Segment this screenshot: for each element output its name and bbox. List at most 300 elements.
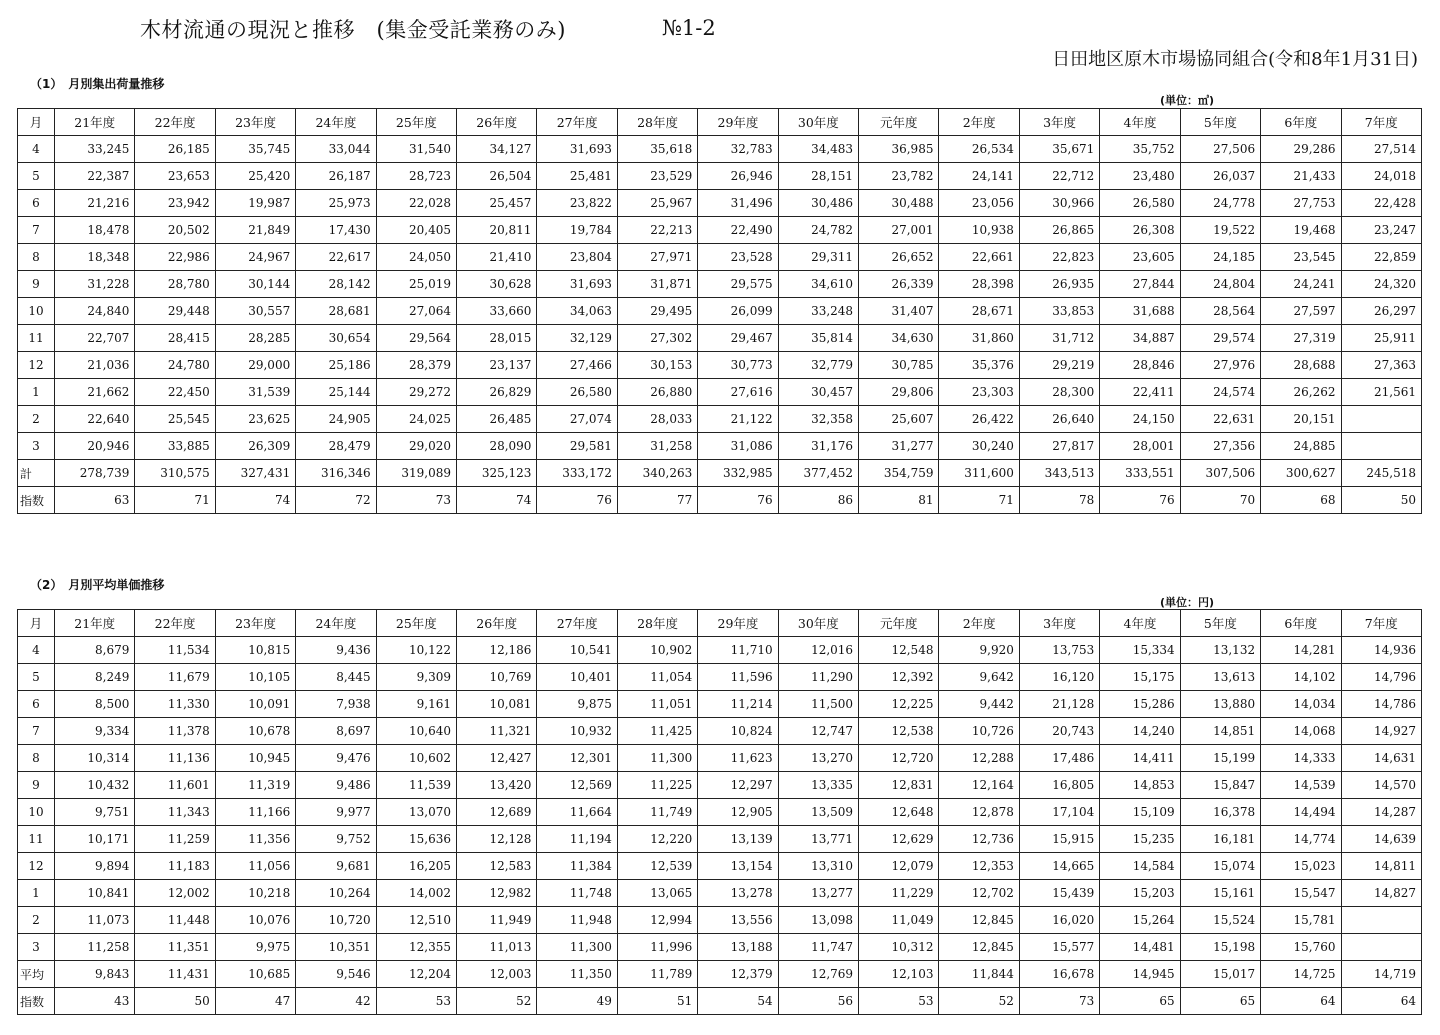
table-cell: 11,384 xyxy=(537,853,617,880)
table-cell: 29,219 xyxy=(1019,352,1099,379)
row-label: 平均 xyxy=(18,961,55,988)
table-cell: 30,144 xyxy=(215,271,295,298)
table-cell: 29,581 xyxy=(537,433,617,460)
table-cell: 22,490 xyxy=(698,217,778,244)
year-header: 22年度 xyxy=(135,610,215,637)
table-cell: 16,205 xyxy=(376,853,456,880)
table-cell: 24,320 xyxy=(1341,271,1422,298)
row-label: 4 xyxy=(18,637,55,664)
table-cell: 12,720 xyxy=(859,745,939,772)
table-cell: 30,966 xyxy=(1019,190,1099,217)
table-cell: 13,132 xyxy=(1180,637,1260,664)
table-cell: 12,845 xyxy=(939,907,1019,934)
table-cell: 25,481 xyxy=(537,163,617,190)
table-cell: 12,353 xyxy=(939,853,1019,880)
table-cell: 12,538 xyxy=(859,718,939,745)
table-cell: 30,486 xyxy=(778,190,858,217)
table-row xyxy=(18,745,1422,772)
table-cell: 11,448 xyxy=(135,907,215,934)
table-cell: 15,334 xyxy=(1100,637,1180,664)
table-cell: 13,880 xyxy=(1180,691,1260,718)
table-cell: 307,506 xyxy=(1180,460,1260,487)
table-cell: 71 xyxy=(939,487,1019,514)
table-cell: 31,693 xyxy=(537,136,617,163)
row-label: 8 xyxy=(18,244,55,271)
table-cell: 12,629 xyxy=(859,826,939,853)
table-cell: 29,467 xyxy=(698,325,778,352)
table-cell: 26,308 xyxy=(1100,217,1180,244)
row-label: 10 xyxy=(18,799,55,826)
row-label: 1 xyxy=(18,880,55,907)
table-cell: 26,946 xyxy=(698,163,778,190)
table-cell: 12,583 xyxy=(457,853,537,880)
table-row xyxy=(18,433,1422,460)
table-cell xyxy=(1341,433,1422,460)
table-cell: 15,286 xyxy=(1100,691,1180,718)
row-label: 3 xyxy=(18,433,55,460)
table-cell: 15,760 xyxy=(1261,934,1341,961)
table-cell: 23,782 xyxy=(859,163,939,190)
table-cell: 13,070 xyxy=(376,799,456,826)
table-cell: 10,769 xyxy=(457,664,537,691)
table-cell: 12,539 xyxy=(617,853,697,880)
year-header: 3年度 xyxy=(1019,109,1099,136)
table-cell: 27,001 xyxy=(859,217,939,244)
table-cell: 14,287 xyxy=(1341,799,1422,826)
table-cell: 34,630 xyxy=(859,325,939,352)
table-cell: 12,225 xyxy=(859,691,939,718)
table-cell: 300,627 xyxy=(1261,460,1341,487)
year-header: 23年度 xyxy=(215,109,295,136)
table-cell: 26,652 xyxy=(859,244,939,271)
table-cell: 28,415 xyxy=(135,325,215,352)
table-cell: 14,102 xyxy=(1261,664,1341,691)
table-cell: 24,185 xyxy=(1180,244,1260,271)
table-cell: 12,220 xyxy=(617,826,697,853)
table-cell: 316,346 xyxy=(296,460,376,487)
table-cell: 11,351 xyxy=(135,934,215,961)
year-header: 21年度 xyxy=(55,610,135,637)
table-cell: 29,564 xyxy=(376,325,456,352)
table-cell xyxy=(1341,406,1422,433)
row-label: 6 xyxy=(18,190,55,217)
table-cell: 10,351 xyxy=(296,934,376,961)
row-label: 6 xyxy=(18,691,55,718)
table-cell: 15,439 xyxy=(1019,880,1099,907)
row-label: 4 xyxy=(18,136,55,163)
table-cell: 28,001 xyxy=(1100,433,1180,460)
table-cell: 12,164 xyxy=(939,772,1019,799)
table-cell: 12,548 xyxy=(859,637,939,664)
table-cell: 11,679 xyxy=(135,664,215,691)
table-cell: 11,330 xyxy=(135,691,215,718)
year-header: 4年度 xyxy=(1100,109,1180,136)
table-cell: 15,524 xyxy=(1180,907,1260,934)
table-cell: 23,545 xyxy=(1261,244,1341,271)
table-cell: 25,967 xyxy=(617,190,697,217)
table-cell: 24,905 xyxy=(296,406,376,433)
row-label: 3 xyxy=(18,934,55,961)
table-cell: 31,688 xyxy=(1100,298,1180,325)
table-cell: 8,500 xyxy=(55,691,135,718)
table-cell: 27,319 xyxy=(1261,325,1341,352)
table-cell: 8,445 xyxy=(296,664,376,691)
table-cell: 26,262 xyxy=(1261,379,1341,406)
table-cell: 9,309 xyxy=(376,664,456,691)
table-cell: 86 xyxy=(778,487,858,514)
table-cell: 14,827 xyxy=(1341,880,1422,907)
table-cell: 14,786 xyxy=(1341,691,1422,718)
table-cell: 71 xyxy=(135,487,215,514)
table-cell: 11,013 xyxy=(457,934,537,961)
table-cell: 24,778 xyxy=(1180,190,1260,217)
year-header: 4年度 xyxy=(1100,610,1180,637)
month-header: 月 xyxy=(18,610,55,637)
year-header: 6年度 xyxy=(1261,109,1341,136)
table-cell: 11,136 xyxy=(135,745,215,772)
table-cell: 52 xyxy=(457,988,537,1015)
table-cell: 21,561 xyxy=(1341,379,1422,406)
table-cell: 73 xyxy=(1019,988,1099,1015)
table-cell: 22,712 xyxy=(1019,163,1099,190)
table-cell: 13,335 xyxy=(778,772,858,799)
table-row xyxy=(18,244,1422,271)
table-cell: 76 xyxy=(537,487,617,514)
table-cell: 27,514 xyxy=(1341,136,1422,163)
table-cell: 11,319 xyxy=(215,772,295,799)
table-cell: 12,003 xyxy=(457,961,537,988)
table-cell: 10,815 xyxy=(215,637,295,664)
table-cell: 35,814 xyxy=(778,325,858,352)
table-cell: 11,500 xyxy=(778,691,858,718)
table-cell: 11,664 xyxy=(537,799,617,826)
table-cell: 32,358 xyxy=(778,406,858,433)
table-cell: 25,420 xyxy=(215,163,295,190)
table-cell: 12,510 xyxy=(376,907,456,934)
table-cell: 23,804 xyxy=(537,244,617,271)
table-cell: 12,702 xyxy=(939,880,1019,907)
table-cell: 11,378 xyxy=(135,718,215,745)
table-cell: 23,653 xyxy=(135,163,215,190)
table-cell: 68 xyxy=(1261,487,1341,514)
table-cell: 25,186 xyxy=(296,352,376,379)
table-cell: 16,181 xyxy=(1180,826,1260,853)
row-label: 指数 xyxy=(18,487,55,514)
table-cell: 11,225 xyxy=(617,772,697,799)
table-cell: 31,693 xyxy=(537,271,617,298)
table-row xyxy=(18,163,1422,190)
table-cell: 12,831 xyxy=(859,772,939,799)
table-cell: 19,468 xyxy=(1261,217,1341,244)
table-cell: 9,476 xyxy=(296,745,376,772)
table-cell: 12,103 xyxy=(859,961,939,988)
table-cell: 10,314 xyxy=(55,745,135,772)
table-cell: 10,105 xyxy=(215,664,295,691)
table-cell: 26,580 xyxy=(1100,190,1180,217)
table-cell: 340,263 xyxy=(617,460,697,487)
table-cell: 74 xyxy=(457,487,537,514)
table-cell: 12,689 xyxy=(457,799,537,826)
table-cell: 14,796 xyxy=(1341,664,1422,691)
table-cell: 327,431 xyxy=(215,460,295,487)
table-cell: 28,300 xyxy=(1019,379,1099,406)
table-cell: 22,450 xyxy=(135,379,215,406)
table-cell: 33,248 xyxy=(778,298,858,325)
table-cell: 23,303 xyxy=(939,379,1019,406)
table-cell: 13,771 xyxy=(778,826,858,853)
table-cell: 15,161 xyxy=(1180,880,1260,907)
table-cell: 9,486 xyxy=(296,772,376,799)
table-cell: 27,844 xyxy=(1100,271,1180,298)
table-cell: 354,759 xyxy=(859,460,939,487)
table-cell: 333,172 xyxy=(537,460,617,487)
table-cell: 12,769 xyxy=(778,961,858,988)
table-cell: 47 xyxy=(215,988,295,1015)
table-cell: 81 xyxy=(859,487,939,514)
table-cell: 34,127 xyxy=(457,136,537,163)
table-cell: 13,420 xyxy=(457,772,537,799)
table-cell: 11,623 xyxy=(698,745,778,772)
table-cell: 31,086 xyxy=(698,433,778,460)
table-cell: 35,745 xyxy=(215,136,295,163)
table-cell: 12,079 xyxy=(859,853,939,880)
table-cell: 26,865 xyxy=(1019,217,1099,244)
table-cell xyxy=(1341,934,1422,961)
table-cell: 21,122 xyxy=(698,406,778,433)
table-cell: 10,081 xyxy=(457,691,537,718)
year-header: 元年度 xyxy=(859,610,939,637)
table-cell: 28,285 xyxy=(215,325,295,352)
table-cell: 23,529 xyxy=(617,163,697,190)
table-cell: 26,099 xyxy=(698,298,778,325)
table-cell: 13,139 xyxy=(698,826,778,853)
table-cell: 332,985 xyxy=(698,460,778,487)
table-cell: 10,902 xyxy=(617,637,697,664)
table-cell: 27,976 xyxy=(1180,352,1260,379)
table-cell: 11,749 xyxy=(617,799,697,826)
table-cell: 11,194 xyxy=(537,826,617,853)
table-cell: 14,333 xyxy=(1261,745,1341,772)
table-cell: 11,321 xyxy=(457,718,537,745)
table-cell: 76 xyxy=(1100,487,1180,514)
table-cell: 10,076 xyxy=(215,907,295,934)
table-cell xyxy=(1341,907,1422,934)
table-cell: 10,720 xyxy=(296,907,376,934)
table-cell: 30,628 xyxy=(457,271,537,298)
table-cell: 27,753 xyxy=(1261,190,1341,217)
table-cell: 28,780 xyxy=(135,271,215,298)
table-cell: 14,851 xyxy=(1180,718,1260,745)
table-cell: 12,128 xyxy=(457,826,537,853)
table-cell: 13,270 xyxy=(778,745,858,772)
table-cell: 333,551 xyxy=(1100,460,1180,487)
table-cell: 13,277 xyxy=(778,880,858,907)
table-cell: 31,712 xyxy=(1019,325,1099,352)
table-cell: 12,301 xyxy=(537,745,617,772)
table-cell: 17,486 xyxy=(1019,745,1099,772)
table-cell: 26,422 xyxy=(939,406,1019,433)
table-cell: 20,151 xyxy=(1261,406,1341,433)
table-cell: 50 xyxy=(1341,487,1422,514)
table-cell: 78 xyxy=(1019,487,1099,514)
table-row xyxy=(18,379,1422,406)
table-cell: 10,726 xyxy=(939,718,1019,745)
row-label: 11 xyxy=(18,826,55,853)
table-cell: 15,577 xyxy=(1019,934,1099,961)
row-label: 7 xyxy=(18,718,55,745)
table-row xyxy=(18,325,1422,352)
table-cell: 29,448 xyxy=(135,298,215,325)
table-cell: 31,871 xyxy=(617,271,697,298)
table-cell: 9,977 xyxy=(296,799,376,826)
table-cell: 10,602 xyxy=(376,745,456,772)
table-cell: 25,545 xyxy=(135,406,215,433)
table-cell: 32,129 xyxy=(537,325,617,352)
table-cell: 31,228 xyxy=(55,271,135,298)
table-cell: 10,171 xyxy=(55,826,135,853)
table-cell: 29,286 xyxy=(1261,136,1341,163)
table-row xyxy=(18,880,1422,907)
table-cell: 15,017 xyxy=(1180,961,1260,988)
year-header: 29年度 xyxy=(698,610,778,637)
table-cell: 23,528 xyxy=(698,244,778,271)
price-unit-label: (単位：円) xyxy=(1160,596,1215,609)
table-cell: 18,348 xyxy=(55,244,135,271)
table-cell: 12,736 xyxy=(939,826,1019,853)
table-cell: 28,671 xyxy=(939,298,1019,325)
table-cell: 14,725 xyxy=(1261,961,1341,988)
table-cell: 12,355 xyxy=(376,934,456,961)
table-cell: 11,601 xyxy=(135,772,215,799)
table-row xyxy=(18,907,1422,934)
price-section-title: （2） 月別平均単価推移 xyxy=(30,578,165,592)
table-row xyxy=(18,271,1422,298)
row-label: 指数 xyxy=(18,988,55,1015)
table-cell: 65 xyxy=(1100,988,1180,1015)
table-cell: 10,640 xyxy=(376,718,456,745)
table-cell: 12,204 xyxy=(376,961,456,988)
table-cell: 13,613 xyxy=(1180,664,1260,691)
table-cell: 377,452 xyxy=(778,460,858,487)
table-row xyxy=(18,190,1422,217)
page-title: 木材流通の現況と推移 (集金受託業務のみ) xyxy=(140,18,566,42)
table-cell: 25,607 xyxy=(859,406,939,433)
table-cell: 13,310 xyxy=(778,853,858,880)
table-cell: 11,539 xyxy=(376,772,456,799)
year-header: 29年度 xyxy=(698,109,778,136)
table-cell: 10,541 xyxy=(537,637,617,664)
table-cell: 11,789 xyxy=(617,961,697,988)
table-row xyxy=(18,988,1422,1015)
year-header: 26年度 xyxy=(457,109,537,136)
table-cell: 13,065 xyxy=(617,880,697,907)
table-cell: 12,297 xyxy=(698,772,778,799)
year-header: 27年度 xyxy=(537,610,617,637)
row-label: 5 xyxy=(18,664,55,691)
table-cell: 26,187 xyxy=(296,163,376,190)
table-cell: 9,436 xyxy=(296,637,376,664)
year-header: 5年度 xyxy=(1180,610,1260,637)
table-cell: 25,019 xyxy=(376,271,456,298)
year-header: 27年度 xyxy=(537,109,617,136)
table-cell: 27,466 xyxy=(537,352,617,379)
table-cell: 30,654 xyxy=(296,325,376,352)
table-cell: 14,411 xyxy=(1100,745,1180,772)
table-cell: 15,235 xyxy=(1100,826,1180,853)
table-cell: 10,312 xyxy=(859,934,939,961)
table-cell: 13,098 xyxy=(778,907,858,934)
table-cell: 23,247 xyxy=(1341,217,1422,244)
table-cell: 14,034 xyxy=(1261,691,1341,718)
year-header: 22年度 xyxy=(135,109,215,136)
table-cell: 22,411 xyxy=(1100,379,1180,406)
table-cell: 16,378 xyxy=(1180,799,1260,826)
table-cell: 14,539 xyxy=(1261,772,1341,799)
table-row xyxy=(18,406,1422,433)
year-header: 元年度 xyxy=(859,109,939,136)
table-cell: 31,860 xyxy=(939,325,1019,352)
table-cell: 12,186 xyxy=(457,637,537,664)
price-table xyxy=(17,609,1422,1015)
table-cell: 27,356 xyxy=(1180,433,1260,460)
table-cell: 10,678 xyxy=(215,718,295,745)
year-header: 24年度 xyxy=(296,610,376,637)
table-cell: 33,044 xyxy=(296,136,376,163)
table-cell: 15,547 xyxy=(1261,880,1341,907)
table-cell: 53 xyxy=(859,988,939,1015)
table-cell: 33,885 xyxy=(135,433,215,460)
table-cell: 28,142 xyxy=(296,271,376,298)
table-cell: 23,625 xyxy=(215,406,295,433)
table-cell: 11,166 xyxy=(215,799,295,826)
row-label: 12 xyxy=(18,352,55,379)
table-cell: 8,697 xyxy=(296,718,376,745)
table-cell: 17,104 xyxy=(1019,799,1099,826)
table-cell: 28,688 xyxy=(1261,352,1341,379)
table-cell: 30,240 xyxy=(939,433,1019,460)
table-cell: 13,188 xyxy=(698,934,778,961)
table-cell: 64 xyxy=(1341,988,1422,1015)
table-cell: 21,128 xyxy=(1019,691,1099,718)
table-cell: 52 xyxy=(939,988,1019,1015)
table-cell: 25,144 xyxy=(296,379,376,406)
table-cell: 12,016 xyxy=(778,637,858,664)
table-row xyxy=(18,934,1422,961)
table-cell: 11,051 xyxy=(617,691,697,718)
table-cell: 24,804 xyxy=(1180,271,1260,298)
table-cell: 11,844 xyxy=(939,961,1019,988)
table-cell: 28,033 xyxy=(617,406,697,433)
table-cell: 10,091 xyxy=(215,691,295,718)
table-cell: 24,967 xyxy=(215,244,295,271)
table-cell: 31,277 xyxy=(859,433,939,460)
table-cell: 9,681 xyxy=(296,853,376,880)
table-cell: 65 xyxy=(1180,988,1260,1015)
table-cell: 12,845 xyxy=(939,934,1019,961)
table-row xyxy=(18,853,1422,880)
table-cell: 29,272 xyxy=(376,379,456,406)
table-cell: 26,339 xyxy=(859,271,939,298)
table-cell: 10,932 xyxy=(537,718,617,745)
table-cell: 9,920 xyxy=(939,637,1019,664)
table-cell: 42 xyxy=(296,988,376,1015)
table-cell: 23,137 xyxy=(457,352,537,379)
table-cell: 29,495 xyxy=(617,298,697,325)
table-cell: 10,122 xyxy=(376,637,456,664)
table-cell: 11,290 xyxy=(778,664,858,691)
table-cell: 17,430 xyxy=(296,217,376,244)
table-cell: 15,198 xyxy=(1180,934,1260,961)
